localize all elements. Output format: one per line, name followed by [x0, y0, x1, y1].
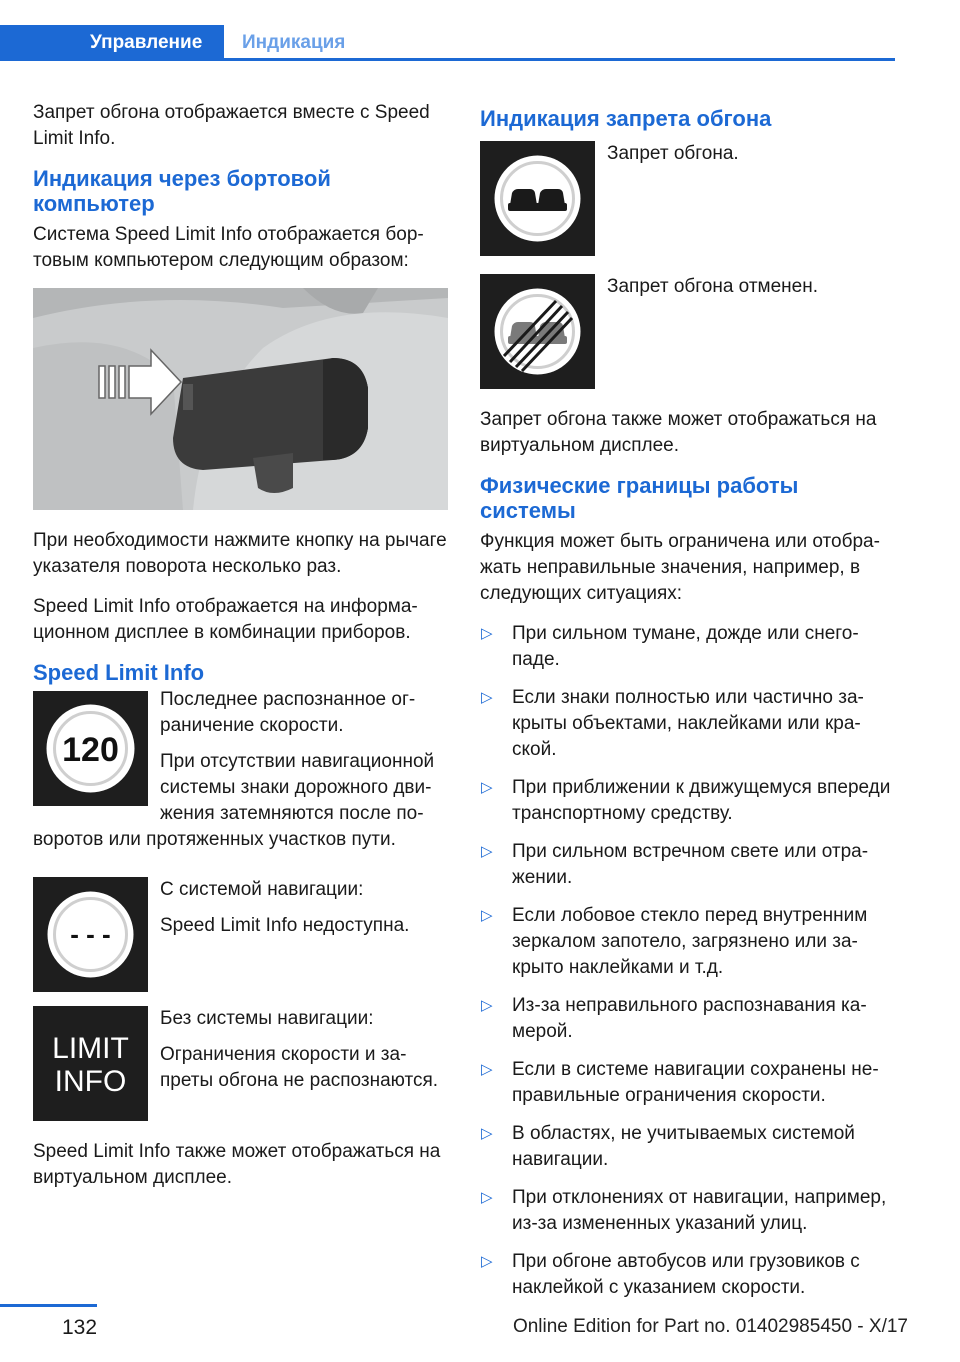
sign-120-text: 120 — [62, 731, 119, 769]
no-passing-end-item — [480, 274, 898, 389]
footer-rule — [0, 1304, 97, 1307]
tab-display[interactable]: Индикация — [242, 32, 346, 53]
turn-signal-lever-illustration — [33, 288, 448, 510]
no-passing-sign-icon — [480, 141, 595, 256]
sign-dashes-text: - - - — [70, 919, 111, 949]
triangle-bullet-icon: ▷ — [481, 1125, 493, 1142]
list-item: ▷ При сильном тумане, дожде или снегопаде. — [481, 623, 859, 670]
list-item: ▷ При сильном встречном свете или отражении. — [481, 841, 869, 888]
shown-on-display-text: Speed Limit Info отображается на информационном дисплее в комбинации приборов. — [33, 596, 418, 643]
list-item: ▷ При отклонениях от навигации, например, из-за измененных указаний улиц. — [481, 1187, 887, 1234]
last-recognized-text: Последнее распознанное ограничение скорости. — [160, 689, 416, 736]
page-number: 132 — [62, 1316, 98, 1339]
no-passing-end-sign-icon — [480, 274, 595, 389]
sign-limit-info-item — [33, 1006, 451, 1121]
triangle-bullet-icon: ▷ — [481, 843, 493, 860]
unavailable-text: Speed Limit Info недоступна. — [160, 915, 410, 936]
list-item: ▷ Из-за неправильного распознавания камерой. — [481, 995, 867, 1042]
limits-intro-text: Функция может быть ограничена или отображать неправильные значения, например, в следующих ситуациях: — [480, 531, 880, 604]
no-navigation-text: При отсутствии навигационной системы знаки дорожного движения затемняются после поворотов или протяженных участков пути. — [33, 751, 435, 850]
heading-system-limits: Физические границы работы системы — [480, 473, 799, 523]
sign-120-item — [33, 687, 451, 863]
no-passing-item — [480, 141, 898, 256]
not-recognized-text: Ограничения скорости и запреты обгона не распознаются. — [160, 1044, 439, 1091]
tab-control[interactable]: Управление — [0, 25, 224, 61]
header-tabs — [0, 25, 895, 61]
triangle-bullet-icon: ▷ — [481, 907, 493, 924]
edition-text: Online Edition for Part no. 01402985450 - X/17 — [512, 1316, 908, 1337]
virtual-display-text-right: Запрет обгона также может отображаться на виртуальном дисплее. — [480, 409, 877, 456]
info-text: INFO — [54, 1065, 127, 1098]
virtual-display-text-left: Speed Limit Info также может отображаться на виртуальном дисплее. — [33, 1141, 441, 1188]
list-item: ▷ Если знаки полностью или частично закрыты объектами, наклейками или краской. — [481, 687, 864, 760]
speed-limit-120-icon — [33, 691, 148, 806]
triangle-bullet-icon: ▷ — [481, 1189, 493, 1206]
triangle-bullet-icon: ▷ — [481, 1061, 493, 1078]
limit-info-icon — [33, 1006, 148, 1121]
triangle-bullet-icon: ▷ — [481, 689, 493, 706]
triangle-bullet-icon: ▷ — [481, 997, 493, 1014]
triangle-bullet-icon: ▷ — [481, 1253, 493, 1270]
no-passing-end-text: Запрет обгона отменен. — [607, 276, 818, 297]
right-column — [480, 100, 898, 1313]
speed-limit-unavailable-icon — [33, 877, 148, 992]
list-item: ▷ При обгоне автобусов или грузовиков с наклейкой с указанием скорости. — [481, 1251, 860, 1298]
list-item: ▷ В областях, не учитываемых системой навигации. — [481, 1123, 855, 1170]
heading-onboard-computer: Индикация через бортовой компьютер — [33, 166, 331, 216]
list-item: ▷ Если лобовое стекло перед внутренним зеркалом запотело, загрязнено или закрыто наклейками и т.д. — [481, 905, 868, 978]
press-button-text: При необходимости нажмите кнопку на рычаге указателя поворота несколько раз. — [33, 530, 447, 577]
intro-text: Запрет обгона отображается вместе с Speed Limit Info. — [33, 102, 430, 149]
limit-text: LIMIT — [52, 1032, 129, 1065]
left-column — [33, 100, 451, 1205]
heading-no-passing: Индикация запрета обгона — [480, 106, 772, 131]
without-navigation-text: Без системы навигации: — [160, 1008, 374, 1029]
list-item: ▷ При приближении к движущемуся впереди транспортному средству. — [481, 777, 891, 824]
no-passing-text: Запрет обгона. — [607, 143, 739, 164]
triangle-bullet-icon: ▷ — [481, 625, 493, 642]
limits-list — [480, 621, 898, 1301]
heading-speed-limit-info: Speed Limit Info — [33, 660, 205, 685]
list-item: ▷ Если в системе навигации сохранены неправильные ограничения скорости. — [481, 1059, 879, 1106]
onboard-text: Система Speed Limit Info отображается бортовым компьютером следующим образом: — [33, 224, 424, 271]
triangle-bullet-icon: ▷ — [481, 779, 493, 796]
sign-dashes-item — [33, 877, 451, 992]
with-navigation-text: С системой навигации: — [160, 879, 364, 900]
